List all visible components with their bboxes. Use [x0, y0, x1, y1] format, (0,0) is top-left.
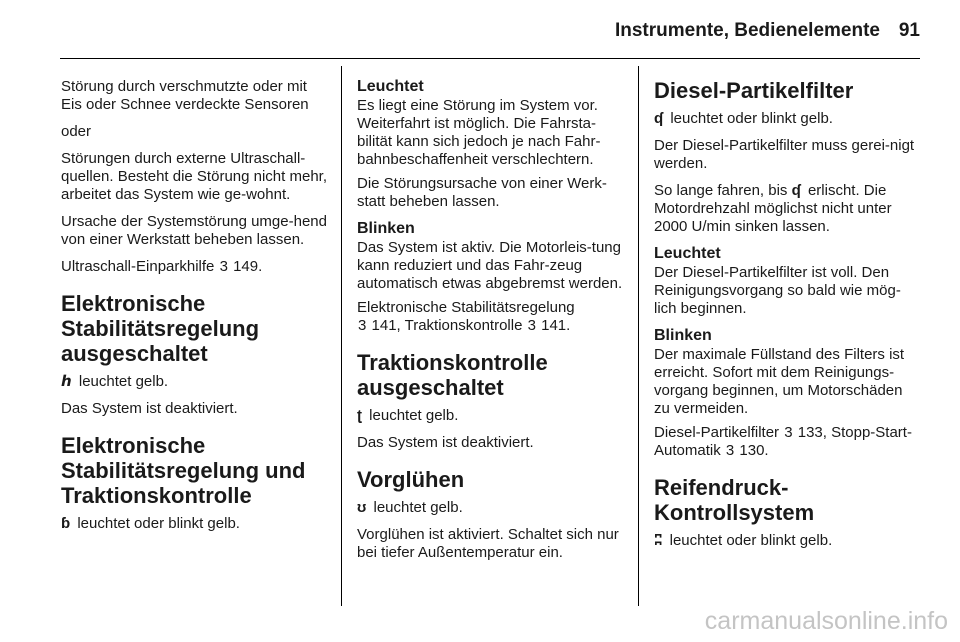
paragraph: So lange fahren, bis ʠ erlischt. Die Motordrehzahl möglichst nicht unter 2000 U/min sinken lassen. — [654, 182, 892, 235]
watermark: carmanualsonline.info — [704, 607, 948, 635]
paragraph: ɓ leuchtet oder blinkt gelb. — [61, 515, 240, 532]
page-ref-arrow-icon: 3 — [725, 442, 735, 459]
section-heading-esp-tc: Elektronische Stabilitätsregelung und Traktionskontrolle — [61, 433, 306, 508]
section-heading-glow: Vorglühen — [357, 467, 465, 492]
paragraph: Die Störungsursache von einer Werk-statt beheben lassen. — [357, 175, 607, 210]
section-heading-tpms: Reifendruck-Kontrollsystem — [654, 475, 815, 525]
paragraph: Das System ist deaktiviert. — [357, 434, 534, 451]
subheading-leuchtet: Leuchtet — [654, 245, 721, 262]
paragraph: ʭ leuchtet oder blinkt gelb. — [654, 532, 833, 549]
glow-plug-icon: ʊ — [357, 499, 367, 516]
paragraph: ʈ leuchtet gelb. — [357, 407, 459, 424]
column-2 — [357, 78, 625, 571]
paragraph: ʊ leuchtet gelb. — [357, 499, 463, 516]
page-number: 91 — [898, 20, 920, 41]
subheading-blinken: Blinken — [654, 327, 712, 344]
paragraph: Störungen durch externe Ultraschall-quellen. Besteht die Störung nicht mehr, arbeitet das System wie ge-wohnt. — [61, 150, 328, 203]
paragraph: Das System ist aktiv. Die Motorleis-tung kann reduziert und das Fahr-zeug automatisch etwas abgebremst werden. — [357, 239, 623, 292]
paragraph: Ursache der Systemstörung umge-hend von einer Werkstatt beheben lassen. — [61, 213, 327, 248]
column-3 — [654, 78, 922, 559]
esp-tc-warning-icon: ɓ — [61, 515, 71, 532]
paragraph: Das System ist deaktiviert. — [61, 400, 238, 417]
diesel-particulate-filter-icon: ʠ — [654, 110, 664, 127]
section-heading-tc-off: Traktionskontrolle ausgeschaltet — [357, 350, 548, 400]
esp-off-warning-icon: ℎ — [61, 373, 72, 390]
paragraph: Der Diesel-Partikelfilter ist voll. Den Reinigungsvorgang so bald wie mög-lich beginnen. — [654, 264, 901, 317]
subheading-leuchtet: Leuchtet — [357, 78, 424, 95]
section-heading-esp-off: Elektronische Stabilitätsregelung ausgeschaltet — [61, 291, 260, 366]
paragraph: ℎ leuchtet gelb. — [61, 373, 169, 390]
tire-pressure-warning-icon: ʭ — [654, 532, 663, 549]
paragraph: Vorglühen ist aktiviert. Schaltet sich nur bei tiefer Außentemperatur ein. — [357, 526, 619, 561]
paragraph: Es liegt eine Störung im System vor. Weiterfahrt ist möglich. Die Fahrsta-bilität kann sich jedoch je nach Fahr-bahnbeschaffenheit verschlechtern. — [357, 97, 601, 168]
paragraph: oder — [61, 123, 92, 140]
paragraph: Der Diesel-Partikelfilter muss gerei-nigt werden. — [654, 137, 915, 172]
paragraph: ʠ leuchtet oder blinkt gelb. — [654, 110, 833, 127]
section-heading-dpf: Diesel-Partikelfilter — [654, 78, 854, 103]
paragraph-reference: Elektronische Stabilitätsregelung 3 141, Traktionskontrolle 3 141. — [357, 299, 575, 334]
paragraph: Der maximale Füllstand des Filters ist erreicht. Sofort mit dem Reinigungs-vorgang beginnen, um Motorschäden zu vermeiden. — [654, 346, 905, 417]
diesel-particulate-filter-icon: ʠ — [791, 182, 801, 199]
page-header-title: Instrumente, Bedienelemente — [614, 20, 880, 41]
page-ref-arrow-icon: 3 — [784, 424, 793, 441]
reference-text: Ultraschall-Einparkhilfe — [61, 258, 215, 275]
header-divider — [60, 58, 920, 59]
tc-off-warning-icon: ʈ — [357, 407, 362, 424]
paragraph: Störung durch verschmutzte oder mit Eis oder Schnee verdeckte Sensoren — [61, 78, 309, 113]
page-ref-arrow-icon: 3 — [527, 317, 536, 334]
paragraph-reference: Diesel-Partikelfilter 3 133, Stopp-Start-Automatik 3 130. — [654, 424, 912, 459]
page-ref-arrow-icon: 3 — [219, 258, 228, 275]
subheading-blinken: Blinken — [357, 220, 415, 237]
reference-page: 149. — [233, 258, 263, 275]
page-ref-arrow-icon: 3 — [358, 317, 367, 334]
column-1 — [61, 78, 329, 542]
column-divider-2 — [638, 66, 639, 606]
column-divider-1 — [341, 66, 342, 606]
paragraph-reference — [61, 258, 329, 276]
